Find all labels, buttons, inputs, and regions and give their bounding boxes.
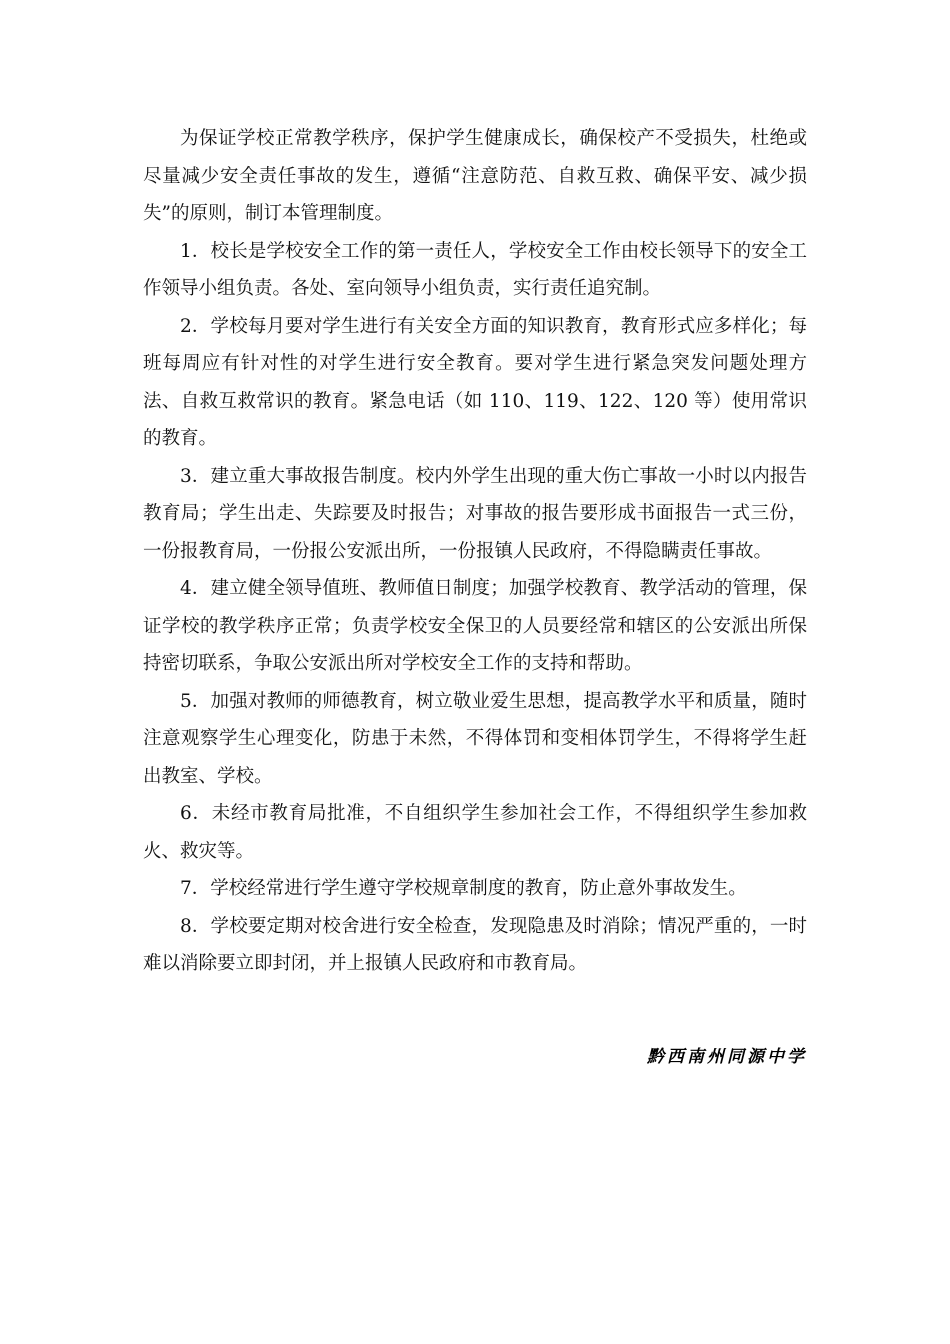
school-signature: 黔西南州同源中学: [647, 1047, 807, 1067]
rule-paragraph-1: 1．校长是学校安全工作的第一责任人，学校安全工作由校长领导下的安全工作领导小组负责。各处、室向领导小组负责，实行责任追究制。: [143, 240, 807, 299]
rule-paragraph-8: 8．学校要定期对校舍进行安全检查，发现隐患及时消除；情况严重的，一时难以消除要立即封闭，并上报镇人民政府和市教育局。: [143, 915, 807, 974]
rule-paragraph-2: 2．学校每月要对学生进行有关安全方面的知识教育，教育形式应多样化；每班每周应有针对性的对学生进行安全教育。要对学生进行紧急突发问题处理方法、自救互救常识的教育。紧急电话（如 110、119、122、120 等）使用常识的教育。: [143, 315, 807, 449]
rule-paragraph-6: 6．未经市教育局批准，不自组织学生参加社会工作，不得组织学生参加救火、救灾等。: [143, 803, 807, 862]
rule-paragraph-3: 3．建立重大事故报告制度。校内外学生出现的重大伤亡事故一小时以内报告教育局；学生出走、失踪要及时报告；对事故的报告要形成书面报告一式三份，一份报教育局，一份报公安派出所，一份报镇人民政府，不得隐瞒责任事故。: [143, 465, 807, 562]
intro-paragraph: 为保证学校正常教学秩序，保护学生健康成长，确保校产不受损失，杜绝或尽量减少安全责任事故的发生，遵循“注意防范、自救互救、确保平安、减少损失”的原则，制订本管理制度。: [143, 128, 807, 224]
rule-paragraph-4: 4．建立健全领导值班、教师值日制度；加强学校教育、教学活动的管理，保证学校的教学秩序正常；负责学校安全保卫的人员要经常和辖区的公安派出所保持密切联系，争取公安派出所对学校安全工作的支持和帮助。: [143, 578, 807, 674]
rule-paragraph-7: 7．学校经常进行学生遵守学校规章制度的教育，防止意外事故发生。: [180, 878, 747, 899]
rule-paragraph-5: 5．加强对教师的师德教育，树立敬业爱生思想，提高教学水平和质量，随时注意观察学生心理变化，防患于未然，不得体罚和变相体罚学生，不得将学生赶出教室、学校。: [143, 690, 807, 787]
document-body: [143, 120, 807, 983]
